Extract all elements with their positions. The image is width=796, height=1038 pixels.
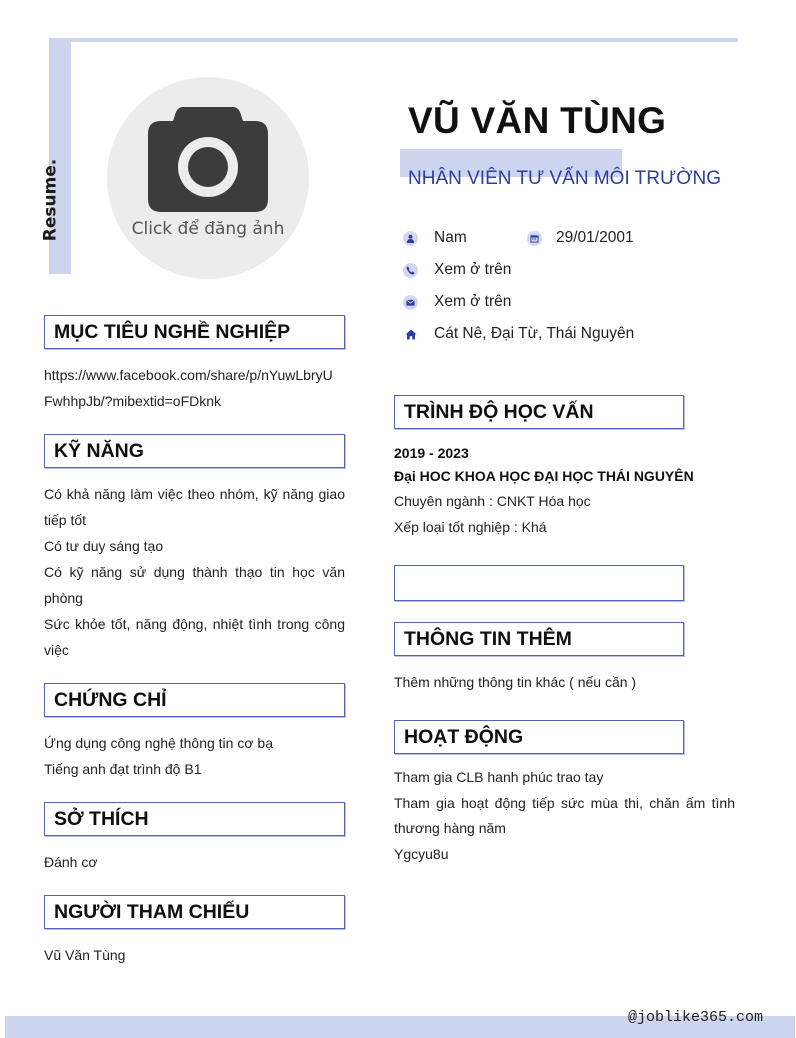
extra-info-heading: THÔNG TIN THÊM xyxy=(394,622,684,656)
reference-item: Vũ Văn Tùng xyxy=(44,947,126,963)
objective-line: FwhhpJb/?mibextid=oFDknk xyxy=(44,393,222,409)
objective-line: https://www.facebook.com/share/p/nYuwLbryU xyxy=(44,367,333,383)
education-grade: Xếp loại tốt nghiệp : Khá xyxy=(394,519,547,535)
references-body xyxy=(44,942,345,968)
email-value: Xem ở trên xyxy=(434,293,512,310)
phone-row xyxy=(403,261,511,279)
phone-icon xyxy=(403,263,418,278)
resume-label: Resume. xyxy=(40,158,61,242)
activity-item: Ygcyu8u xyxy=(394,845,449,862)
activities-heading: HOẠT ĐỘNG xyxy=(394,720,684,754)
photo-upload[interactable] xyxy=(107,77,309,279)
education-school: Đại HOC KHOA HỌC ĐẠI HỌC THÁI NGUYÊN xyxy=(394,468,694,484)
activity-item: Tham gia CLB hanh phúc trao tay xyxy=(394,769,604,785)
skills-heading: KỸ NĂNG xyxy=(44,434,345,468)
job-title: NHÂN VIÊN TƯ VẤN MÔI TRƯỜNG xyxy=(408,168,722,189)
hobby-item: Đánh cơ xyxy=(44,854,98,870)
hobbies-heading: SỞ THÍCH xyxy=(44,802,345,836)
certificate-item: Tiếng anh đạt trình độ B1 xyxy=(44,761,202,777)
skill-item: Sức khỏe tốt, năng động, nhiệt tình trong công việc xyxy=(44,616,345,658)
certificate-item: Ứng dụng công nghệ thông tin cơ bạ xyxy=(44,735,273,751)
address-row xyxy=(403,325,634,343)
hobbies-body xyxy=(44,849,345,875)
activity-item: Tham gia hoạt động tiếp sức mùa thi, chăn ấm tình thương hàng năm xyxy=(394,794,735,836)
home-icon xyxy=(403,327,418,342)
education-major: Chuyên ngành : CNKT Hóa học xyxy=(394,493,591,509)
education-period: 2019 - 2023 xyxy=(394,445,469,461)
dob-row xyxy=(527,229,634,247)
person-icon xyxy=(403,231,418,246)
top-decor-rule xyxy=(49,38,738,42)
empty-section-heading xyxy=(394,565,684,601)
envelope-icon xyxy=(403,295,418,310)
candidate-name: VŨ VĂN TÙNG xyxy=(408,100,667,141)
skill-item: Có tư duy sáng tạo xyxy=(44,538,164,554)
gender-row xyxy=(403,229,467,247)
certificates-heading: CHỨNG CHỈ xyxy=(44,683,345,717)
camera-icon xyxy=(147,107,269,213)
photo-caption: Click để đăng ảnh xyxy=(131,219,285,239)
skill-item: Có khả năng làm việc theo nhóm, kỹ năng giao tiếp tốt xyxy=(44,486,345,528)
objective-body xyxy=(44,362,349,414)
email-row xyxy=(403,293,511,311)
activities-body xyxy=(394,765,735,867)
objective-heading: MỤC TIÊU NGHỀ NGHIỆP xyxy=(44,315,345,349)
skill-item: Có kỹ năng sử dụng thành thạo tin học văn phòng xyxy=(44,564,345,606)
extra-info-body: Thêm những thông tin khác ( nếu cần ) xyxy=(394,674,637,690)
footer-watermark: @joblike365.com xyxy=(628,1009,764,1026)
gender-value: Nam xyxy=(434,229,467,246)
phone-value: Xem ở trên xyxy=(434,261,512,278)
skills-body xyxy=(44,481,345,663)
certificates-body xyxy=(44,730,345,782)
calendar-icon xyxy=(527,231,542,246)
address-value: Cát Nê, Đại Từ, Thái Nguyên xyxy=(434,325,635,342)
education-heading: TRÌNH ĐỘ HỌC VẤN xyxy=(394,395,684,429)
references-heading: NGƯỜI THAM CHIẾU xyxy=(44,895,345,929)
dob-value: 29/01/2001 xyxy=(556,229,634,246)
